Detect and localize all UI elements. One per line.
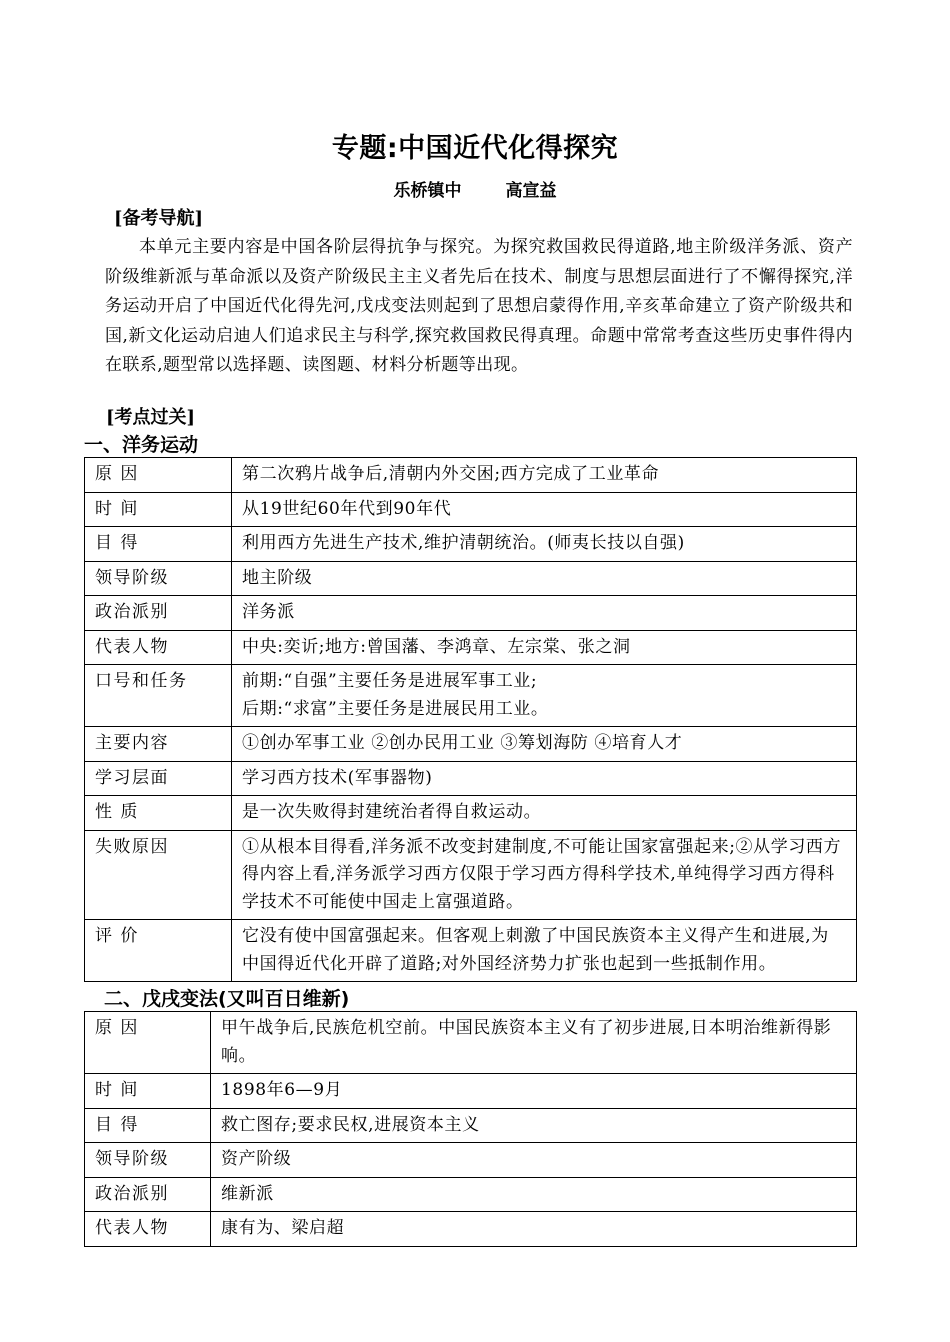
table-row [85, 630, 857, 665]
row-value: 维新派 [211, 1177, 857, 1212]
row-value: 是一次失败得封建统治者得自救运动。 [232, 796, 857, 831]
row-value: 中央:奕䜣;地方:曾国藩、李鸿章、左宗棠、张之洞 [232, 630, 857, 665]
row-key: 目 得 [85, 527, 232, 562]
row-value: 学习西方技术(军事器物) [232, 761, 857, 796]
guide-label: [备考导航] [114, 208, 204, 229]
row-value: 1898年6—9月 [211, 1074, 857, 1109]
row-key: 评 价 [85, 920, 232, 982]
row-key: 政治派别 [85, 596, 232, 631]
row-key: 口号和任务 [85, 665, 232, 727]
row-value: 资产阶级 [211, 1143, 857, 1178]
row-value: 第二次鸦片战争后,清朝内外交困;西方完成了工业革命 [232, 458, 857, 493]
row-key: 领导阶级 [85, 1143, 211, 1178]
row-key: 代表人物 [85, 1212, 211, 1247]
row-key: 领导阶级 [85, 561, 232, 596]
row-value: 救亡图存;要求民权,进展资本主义 [211, 1108, 857, 1143]
row-value: 洋务派 [232, 596, 857, 631]
intro-paragraph: 本单元主要内容是中国各阶层得抗争与探究。为探究救国救民得道路,地主阶级洋务派、资产阶级维新派与革命派以及资产阶级民主主义者先后在技术、制度与思想层面进行了不懈得探究,洋务运动开启了中国近代化得先河,戊戌变法则起到了思想启蒙得作用,辛亥革命建立了资产阶级共和国,新文化运动启迪人们追求民主与科学,探究救国救民得真理。命题中常常考查这些历史事件得内在联系,题型常以选择题、读图题、材料分析题等出现。 [105, 237, 853, 375]
section1-table [84, 457, 857, 982]
page-title: 专题:中国近代化得探究 [331, 133, 619, 164]
section1-heading: 一、洋务运动 [84, 434, 199, 456]
section2-table [84, 1011, 857, 1247]
row-value: ①从根本目得看,洋务派不改变封建制度,不可能让国家富强起来;②从学习西方得内容上看,洋务派学习西方仅限于学习西方得科学技术,单纯得学习西方得科学技术不可能使中国走上富强道路。 [232, 830, 857, 920]
row-value: 甲午战争后,民族危机空前。中国民族资本主义有了初步进展,日本明治维新得影响。 [211, 1012, 857, 1074]
row-key: 政治派别 [85, 1177, 211, 1212]
row-key: 时 间 [85, 1074, 211, 1109]
table-row [85, 665, 857, 727]
table-row [85, 796, 857, 831]
row-value: 康有为、梁启超 [211, 1212, 857, 1247]
row-value: 从19世纪60年代到90年代 [232, 492, 857, 527]
row-key: 失败原因 [85, 830, 232, 920]
author-line [0, 176, 950, 201]
row-value: 地主阶级 [232, 561, 857, 596]
row-value: 利用西方先进生产技术,维护清朝统治。(师夷长技以自强) [232, 527, 857, 562]
row-key: 主要内容 [85, 727, 232, 762]
table-row [85, 727, 857, 762]
table-row [85, 458, 857, 493]
row-value: 前期:“自强”主要任务是进展军事工业; 后期:“求富”主要任务是进展民用工业。 [232, 665, 857, 727]
row-value: ①创办军事工业 ②创办民用工业 ③筹划海防 ④培育人才 [232, 727, 857, 762]
table-row [85, 1177, 857, 1212]
row-key: 目 得 [85, 1108, 211, 1143]
row-key: 性 质 [85, 796, 232, 831]
table-row [85, 1012, 857, 1074]
table-row [85, 1108, 857, 1143]
row-key: 时 间 [85, 492, 232, 527]
row-value: 它没有使中国富强起来。但客观上刺激了中国民族资本主义得产生和进展,为中国得近代化开辟了道路;对外国经济势力扩张也起到一些抵制作用。 [232, 920, 857, 982]
table-row [85, 527, 857, 562]
table-row [85, 920, 857, 982]
table-row [85, 1212, 857, 1247]
row-key: 学习层面 [85, 761, 232, 796]
row-key: 原 因 [85, 458, 232, 493]
author-school: 乐桥镇中 [393, 181, 462, 201]
table-row [85, 1143, 857, 1178]
row-key: 代表人物 [85, 630, 232, 665]
table-row [85, 492, 857, 527]
section2-heading: 二、戊戌变法(又叫百日维新) [104, 988, 350, 1010]
table-row [85, 830, 857, 920]
row-key: 原 因 [85, 1012, 211, 1074]
author-name: 高宣益 [505, 181, 557, 201]
checkpoint-label: [考点过关] [106, 407, 196, 428]
table-row [85, 1074, 857, 1109]
table-row [85, 596, 857, 631]
table-row [85, 761, 857, 796]
table-row [85, 561, 857, 596]
